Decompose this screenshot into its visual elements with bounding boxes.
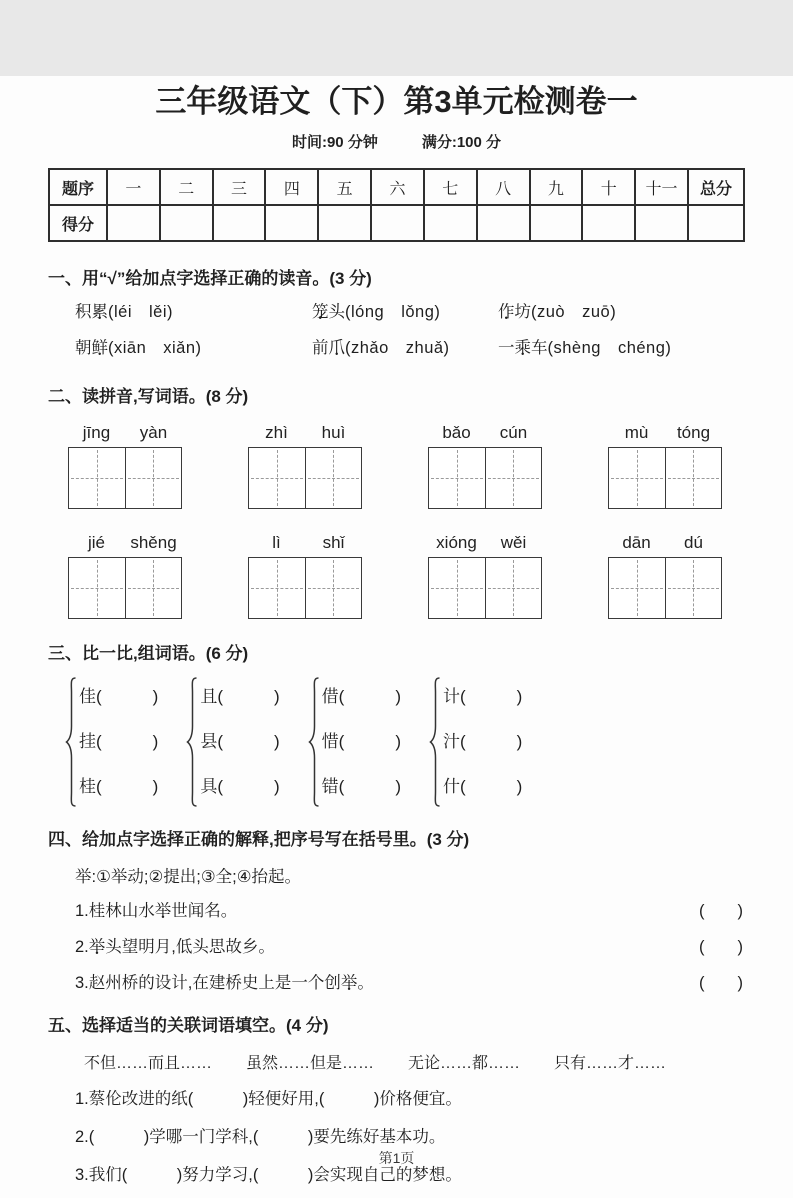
section-2-heading: 二、读拼音,写词语。(8 分): [48, 387, 249, 406]
dotted-char: 举 •: [155, 900, 172, 923]
compare-group: [186, 674, 279, 809]
section-1-heading: 一、用“√”给加点字选择正确的读音。(3 分): [48, 269, 372, 288]
pinyin-label: xióng wěi: [436, 533, 527, 552]
writing-cell: [69, 448, 125, 508]
word-writing-unit: [248, 533, 362, 619]
pinyin-label: mù tóng: [624, 423, 711, 442]
pinyin-choices: (zhǎo zhuǎ): [345, 339, 450, 357]
score-cell: [265, 205, 318, 241]
compare-groups: [48, 674, 745, 809]
sentence-text: 1.桂林山水举 •世闻名。: [75, 900, 237, 923]
section-1: [48, 264, 745, 360]
writing-cell: [485, 448, 542, 508]
exam-fullscore-label: 满分:100 分: [421, 134, 502, 151]
dotted-char: 爪 •: [329, 337, 346, 360]
compare-group: [65, 674, 158, 809]
pinyin-choices: (xiān xiǎn): [108, 339, 202, 357]
word-writing-box: [68, 557, 182, 619]
pinyin-label: lì shǐ: [272, 533, 345, 552]
conjunction-options: [48, 1050, 745, 1073]
writing-cell: [125, 448, 182, 508]
section-4-heading: 四、给加点字选择正确的解释,把序号写在括号里。(3 分): [48, 830, 470, 849]
section-1-items: [48, 301, 745, 360]
reading-item: 一乘 •车(shèng chéng): [498, 337, 745, 360]
writing-cell: [665, 558, 722, 618]
word-writing-unit: [68, 533, 182, 619]
reading-item: 朝鲜 •(xiān xiǎn): [75, 337, 312, 360]
pinyin-label: zhì huì: [265, 423, 346, 442]
score-table-col: 十: [582, 169, 635, 205]
dotted-char: 举 •: [89, 936, 106, 959]
compare-row: 借( ): [321, 687, 401, 706]
word-writing-unit: [608, 423, 722, 509]
answer-bracket: ( ): [699, 974, 743, 992]
score-cell: [160, 205, 213, 241]
answer-bracket: ( ): [699, 902, 743, 920]
section-2: [48, 382, 745, 619]
pinyin-label: jié shěng: [87, 533, 177, 552]
dotted-char: 鲜 •: [92, 337, 109, 360]
writing-cell: [609, 558, 665, 618]
writing-cell: [305, 448, 362, 508]
writing-cell: [305, 558, 362, 618]
exam-page: [0, 76, 793, 1198]
left-brace-icon: [186, 676, 198, 808]
exam-meta: [48, 131, 745, 152]
question-number-row: [49, 169, 744, 205]
compare-row: 挂( ): [79, 732, 159, 751]
score-cell: [107, 205, 160, 241]
writing-row-2: [48, 533, 745, 619]
score-table-col: 二: [160, 169, 213, 205]
score-table-col: 四: [265, 169, 318, 205]
compare-row: 佳( ): [79, 687, 159, 706]
fill-blank-item: 3.我们( )努力学习,( )会实现自己的梦想。: [75, 1166, 462, 1184]
score-cell: [530, 205, 583, 241]
word-writing-box: [248, 557, 362, 619]
pinyin-choices: (lóng lǒng): [345, 303, 441, 321]
compare-group: [308, 674, 401, 809]
sentence-item: [48, 936, 745, 959]
page-title: 三年级语文（下）第3单元检测卷一: [155, 84, 638, 119]
score-cell: [582, 205, 635, 241]
score-cell: [424, 205, 477, 241]
score-cell: [318, 205, 371, 241]
fill-blank-item: 1.蔡伦改进的纸( )轻便好用,( )价格便宜。: [75, 1090, 462, 1108]
word-writing-unit: [428, 423, 542, 509]
sentence-text: 2.举 •头望明月,低头思故乡。: [75, 936, 275, 959]
compare-row: 且( ): [200, 687, 280, 706]
writing-cell: [485, 558, 542, 618]
word-writing-box: [428, 557, 542, 619]
exam-time-label: 时间:90 分钟: [291, 134, 378, 151]
conjunction-option: 无论……都……: [408, 1055, 521, 1072]
section-3: [48, 639, 745, 809]
conjunction-option: 虽然……但是……: [246, 1055, 375, 1072]
dotted-char: 举 •: [341, 972, 358, 995]
compare-row: 错( ): [321, 777, 401, 796]
left-brace-icon: [65, 676, 77, 808]
page-footer: 第1页: [378, 1150, 415, 1166]
section-3-heading: 三、比一比,组词语。(6 分): [48, 644, 249, 663]
compare-row: 县( ): [200, 732, 280, 751]
left-brace-icon: [308, 676, 320, 808]
compare-row: 桂( ): [79, 777, 159, 796]
score-row: [49, 205, 744, 241]
writing-cell: [665, 448, 722, 508]
score-table-col: 八: [477, 169, 530, 205]
sentence-item: [48, 972, 745, 995]
left-brace-icon: [429, 676, 441, 808]
word-writing-box: [428, 447, 542, 509]
writing-cell: [249, 448, 305, 508]
reading-item: 积累 •(léi lěi): [75, 301, 312, 324]
compare-row: 计( ): [442, 687, 523, 706]
word-writing-unit: [608, 533, 722, 619]
word-writing-box: [608, 447, 722, 509]
compare-row: 汁( ): [442, 732, 523, 751]
score-cell: [477, 205, 530, 241]
score-table-col: 一: [107, 169, 160, 205]
word-writing-box: [68, 447, 182, 509]
reading-item: 作 •坊(zuò zuō): [498, 301, 745, 324]
compare-row: 什( ): [442, 777, 523, 796]
pinyin-label: bǎo cún: [442, 423, 528, 442]
score-table-col: 七: [424, 169, 477, 205]
score-cell: [213, 205, 266, 241]
conjunction-option: 不但……而且……: [84, 1055, 213, 1072]
word-writing-unit: [248, 423, 362, 509]
writing-cell: [429, 558, 485, 618]
compare-row: 惜( ): [321, 732, 401, 751]
score-cell: [688, 205, 744, 241]
score-table-total-label: 总分: [688, 169, 744, 205]
word-writing-box: [248, 447, 362, 509]
writing-cell: [249, 558, 305, 618]
pinyin-label: dān dú: [622, 533, 703, 552]
word-writing-unit: [428, 533, 542, 619]
definition-gloss: 举:①举动;②提出;③全;④抬起。: [75, 868, 302, 886]
dotted-char: 作 •: [498, 301, 515, 324]
reading-item: 前爪 •(zhǎo zhuǎ): [312, 337, 498, 360]
conjunction-option: 只有……才……: [554, 1055, 667, 1072]
pinyin-choices: (zuò zuō): [531, 303, 617, 321]
fill-blank-item: 2.( )学哪一门学科,( )要先练好基本功。: [75, 1128, 446, 1146]
writing-cell: [69, 558, 125, 618]
writing-row-1: [48, 423, 745, 509]
compare-row: 具( ): [200, 777, 280, 796]
score-table-col: 六: [371, 169, 424, 205]
word-writing-unit: [68, 423, 182, 509]
writing-cell: [429, 448, 485, 508]
score-cell: [635, 205, 688, 241]
score-table-col: 五: [318, 169, 371, 205]
reading-item: 笼 •头(lóng lǒng): [312, 301, 498, 324]
score-table-row1-label: 题序: [49, 169, 107, 205]
score-table-row2-label: 得分: [49, 205, 107, 241]
section-5-heading: 五、选择适当的关联词语填空。(4 分): [48, 1016, 329, 1035]
score-table: [48, 168, 745, 242]
dotted-char: 笼 •: [312, 301, 329, 324]
score-table-col: 十一: [635, 169, 688, 205]
dotted-char: 累 •: [92, 301, 109, 324]
pinyin-choices: (shèng chéng): [547, 339, 672, 357]
pinyin-choices: (léi lěi): [108, 303, 174, 321]
dotted-char: 乘 •: [515, 337, 532, 360]
pinyin-label: jīng yàn: [82, 423, 168, 442]
compare-group: [429, 674, 522, 809]
word-writing-box: [608, 557, 722, 619]
score-cell: [371, 205, 424, 241]
writing-cell: [125, 558, 182, 618]
writing-cell: [609, 448, 665, 508]
answer-bracket: ( ): [699, 938, 743, 956]
section-4: [48, 825, 745, 995]
score-table-col: 九: [530, 169, 583, 205]
sentence-item: [48, 900, 745, 923]
score-table-col: 三: [213, 169, 266, 205]
sentence-text: 3.赵州桥的设计,在建桥史上是一个创举 •。: [75, 972, 374, 995]
